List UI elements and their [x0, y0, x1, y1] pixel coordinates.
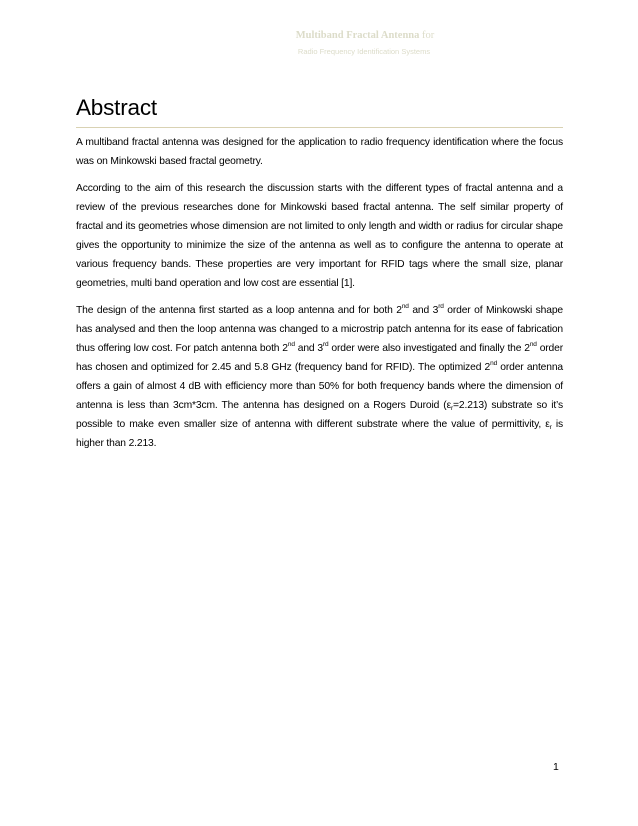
text-run: and 3: [294, 343, 323, 354]
text-run: order has chosen and optimized for 2.45 and 5.8 GHz (frequency band for RFID). The optimized 2: [76, 343, 563, 373]
text-run: =2.213) substrate so it’s possible to make even smaller size of antenna with different substrate where the value of permittivity, ε: [76, 400, 563, 430]
section-heading: Abstract: [76, 94, 563, 128]
text-run: order were also investigated and finally the 2: [328, 343, 530, 354]
abstract-paragraph-3: [76, 301, 563, 453]
header-title-text: Multiband Fractal Antenna: [295, 30, 420, 41]
text-run: is higher than 2.213.: [76, 419, 563, 449]
text-run: order of Minkowski shape has analysed and then the loop antenna was changed to a microstrip patch antenna for its ease of fabrication thus offering low cost. For patch antenna both 2: [76, 305, 563, 354]
text-run: The design of the antenna first started as a loop antenna and for both 2: [76, 305, 402, 316]
subscript: r: [451, 405, 454, 412]
header-subtitle: Radio Frequency Identification Systems: [297, 47, 431, 56]
header-title: [92, 29, 638, 42]
superscript: rd: [438, 303, 444, 310]
superscript: rd: [323, 341, 329, 348]
running-header: [0, 29, 638, 57]
page-number: 1: [553, 761, 559, 773]
superscript: nd: [287, 341, 295, 348]
superscript: nd: [490, 360, 498, 367]
text-run: order antenna offers a gain of almost 4 dB with efficiency more than 50% for both frequency bands where the dimension of antenna is less than 3cm*3cm. The antenna has designed on a Rogers Duroid (ε: [76, 362, 563, 411]
abstract-paragraph-1: A multiband fractal antenna was designed for the application to radio frequency identification where the focus was on Minkowski based fractal geometry.: [76, 137, 563, 167]
header-title-suffix: for: [422, 30, 435, 41]
superscript: nd: [401, 303, 409, 310]
superscript: nd: [529, 341, 537, 348]
subscript: r: [549, 424, 552, 431]
page-content: [76, 94, 563, 453]
abstract-paragraph-2: According to the aim of this research the discussion starts with the different types of fractal antenna and a review of the previous researches done for Minkowski based fractal antenna. The self similar property of fractal and its geometries whose dimension are not limited to only length and width or radius for circular shape gives the opportunity to minimize the size of the antenna as well as to configure the antenna to operate at various frequency bands. These properties are very important for RFID tags where the small size, planar geometries, multi band operation and low cost are essential [1].: [76, 183, 563, 289]
text-run: and 3: [408, 305, 439, 316]
